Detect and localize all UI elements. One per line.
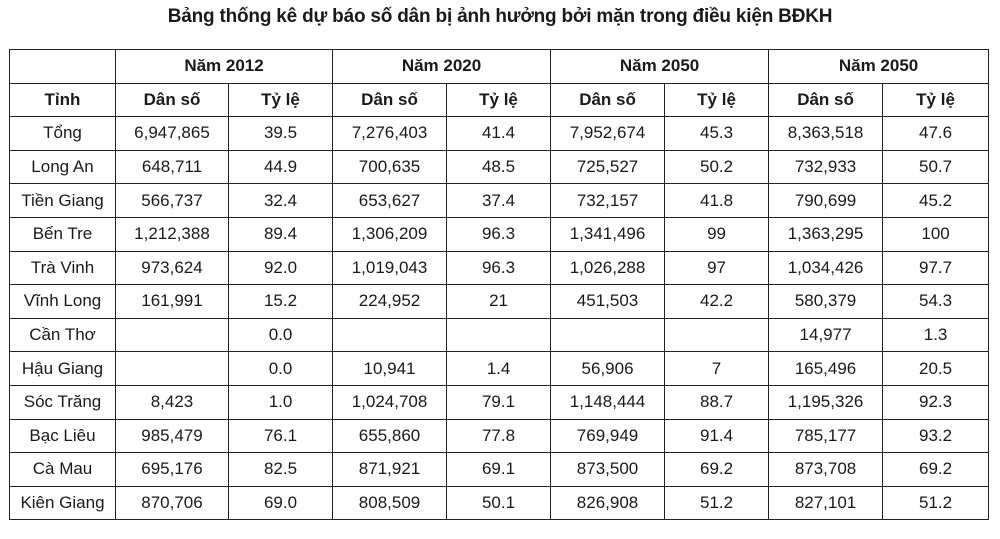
population-cell: 808,509 (333, 486, 447, 520)
province-cell: Vĩnh Long (10, 285, 116, 319)
rate-cell: 76.1 (229, 419, 333, 453)
rate-cell: 1.0 (229, 385, 333, 419)
year-header: Năm 2050 (769, 50, 989, 84)
rate-cell: 79.1 (447, 385, 551, 419)
population-cell: 1,306,209 (333, 217, 447, 251)
rate-cell: 91.4 (665, 419, 769, 453)
table-row (10, 486, 989, 520)
population-cell: 566,737 (116, 184, 229, 218)
rate-cell: 20.5 (883, 352, 989, 386)
population-header: Dân số (116, 83, 229, 117)
rate-cell (665, 318, 769, 352)
population-cell: 732,157 (551, 184, 665, 218)
table-row (10, 285, 989, 319)
population-cell: 224,952 (333, 285, 447, 319)
rate-cell: 97.7 (883, 251, 989, 285)
population-cell: 14,977 (769, 318, 883, 352)
rate-cell: 88.7 (665, 385, 769, 419)
province-cell: Long An (10, 150, 116, 184)
population-cell: 1,341,496 (551, 217, 665, 251)
year-header: Năm 2012 (116, 50, 333, 84)
rate-cell: 77.8 (447, 419, 551, 453)
population-cell: 451,503 (551, 285, 665, 319)
table-row (10, 352, 989, 386)
population-cell (333, 318, 447, 352)
rate-cell: 45.3 (665, 117, 769, 151)
rate-cell: 50.1 (447, 486, 551, 520)
population-cell: 732,933 (769, 150, 883, 184)
population-cell (116, 352, 229, 386)
table-row (10, 419, 989, 453)
province-cell: Bạc Liêu (10, 419, 116, 453)
population-cell: 871,921 (333, 453, 447, 487)
table-body (10, 117, 989, 520)
rate-cell: 32.4 (229, 184, 333, 218)
province-cell: Cần Thơ (10, 318, 116, 352)
population-cell: 827,101 (769, 486, 883, 520)
rate-cell: 44.9 (229, 150, 333, 184)
population-cell: 695,176 (116, 453, 229, 487)
population-cell: 8,363,518 (769, 117, 883, 151)
population-cell: 1,148,444 (551, 385, 665, 419)
rate-header: Tỷ lệ (883, 83, 989, 117)
population-cell: 790,699 (769, 184, 883, 218)
table-row (10, 385, 989, 419)
population-cell: 580,379 (769, 285, 883, 319)
rate-cell: 100 (883, 217, 989, 251)
rate-cell: 42.2 (665, 285, 769, 319)
rate-cell: 97 (665, 251, 769, 285)
rate-cell: 69.2 (665, 453, 769, 487)
population-cell: 873,708 (769, 453, 883, 487)
rate-cell: 0.0 (229, 318, 333, 352)
table-row (10, 117, 989, 151)
rate-cell: 50.2 (665, 150, 769, 184)
year-header: Năm 2050 (551, 50, 769, 84)
population-cell: 56,906 (551, 352, 665, 386)
population-cell: 1,034,426 (769, 251, 883, 285)
population-cell: 653,627 (333, 184, 447, 218)
population-cell: 6,947,865 (116, 117, 229, 151)
rate-cell: 50.7 (883, 150, 989, 184)
rate-cell: 82.5 (229, 453, 333, 487)
population-cell: 648,711 (116, 150, 229, 184)
population-header: Dân số (769, 83, 883, 117)
population-cell: 165,496 (769, 352, 883, 386)
population-cell: 7,952,674 (551, 117, 665, 151)
rate-cell: 21 (447, 285, 551, 319)
province-cell: Trà Vinh (10, 251, 116, 285)
province-cell: Hậu Giang (10, 352, 116, 386)
rate-cell: 15.2 (229, 285, 333, 319)
rate-cell: 1.3 (883, 318, 989, 352)
population-cell: 655,860 (333, 419, 447, 453)
province-cell: Tổng (10, 117, 116, 151)
rate-cell (447, 318, 551, 352)
population-cell: 826,908 (551, 486, 665, 520)
population-cell (551, 318, 665, 352)
population-cell: 985,479 (116, 419, 229, 453)
population-cell: 725,527 (551, 150, 665, 184)
population-cell: 10,941 (333, 352, 447, 386)
population-cell: 1,195,326 (769, 385, 883, 419)
rate-cell: 92.0 (229, 251, 333, 285)
province-cell: Cà Mau (10, 453, 116, 487)
population-cell: 1,024,708 (333, 385, 447, 419)
rate-cell: 0.0 (229, 352, 333, 386)
year-header-row (10, 50, 989, 84)
population-cell: 870,706 (116, 486, 229, 520)
salinity-population-table (9, 49, 989, 520)
population-header: Dân số (333, 83, 447, 117)
table-row (10, 453, 989, 487)
rate-cell: 45.2 (883, 184, 989, 218)
year-header: Năm 2020 (333, 50, 551, 84)
population-cell: 700,635 (333, 150, 447, 184)
rate-cell: 69.2 (883, 453, 989, 487)
province-cell: Bến Tre (10, 217, 116, 251)
population-cell: 973,624 (116, 251, 229, 285)
rate-cell: 89.4 (229, 217, 333, 251)
population-cell: 785,177 (769, 419, 883, 453)
table-row (10, 150, 989, 184)
population-cell: 1,026,288 (551, 251, 665, 285)
population-header: Dân số (551, 83, 665, 117)
table-row (10, 217, 989, 251)
rate-cell: 51.2 (665, 486, 769, 520)
column-header-row (10, 83, 989, 117)
population-cell (116, 318, 229, 352)
rate-header: Tỷ lệ (229, 83, 333, 117)
population-cell: 8,423 (116, 385, 229, 419)
population-cell: 769,949 (551, 419, 665, 453)
table-row (10, 318, 989, 352)
rate-header: Tỷ lệ (665, 83, 769, 117)
rate-cell: 41.8 (665, 184, 769, 218)
rate-cell: 1.4 (447, 352, 551, 386)
rate-cell: 39.5 (229, 117, 333, 151)
population-cell: 1,019,043 (333, 251, 447, 285)
rate-cell: 99 (665, 217, 769, 251)
rate-cell: 69.0 (229, 486, 333, 520)
rate-cell: 47.6 (883, 117, 989, 151)
population-cell: 161,991 (116, 285, 229, 319)
rate-cell: 96.3 (447, 217, 551, 251)
rate-cell: 7 (665, 352, 769, 386)
rate-cell: 41.4 (447, 117, 551, 151)
province-cell: Tiền Giang (10, 184, 116, 218)
province-cell: Sóc Trăng (10, 385, 116, 419)
rate-cell: 93.2 (883, 419, 989, 453)
population-cell: 873,500 (551, 453, 665, 487)
table-row (10, 184, 989, 218)
rate-header: Tỷ lệ (447, 83, 551, 117)
rate-cell: 96.3 (447, 251, 551, 285)
table-row (10, 251, 989, 285)
province-cell: Kiên Giang (10, 486, 116, 520)
rate-cell: 37.4 (447, 184, 551, 218)
rate-cell: 54.3 (883, 285, 989, 319)
province-header: Tỉnh (10, 83, 116, 117)
rate-cell: 51.2 (883, 486, 989, 520)
rate-cell: 92.3 (883, 385, 989, 419)
rate-cell: 48.5 (447, 150, 551, 184)
corner-cell (10, 50, 116, 84)
rate-cell: 69.1 (447, 453, 551, 487)
table-title: Bảng thống kê dự báo số dân bị ảnh hưởng bởi mặn trong điều kiện BĐKH (167, 6, 833, 27)
population-cell: 1,212,388 (116, 217, 229, 251)
population-cell: 1,363,295 (769, 217, 883, 251)
population-cell: 7,276,403 (333, 117, 447, 151)
